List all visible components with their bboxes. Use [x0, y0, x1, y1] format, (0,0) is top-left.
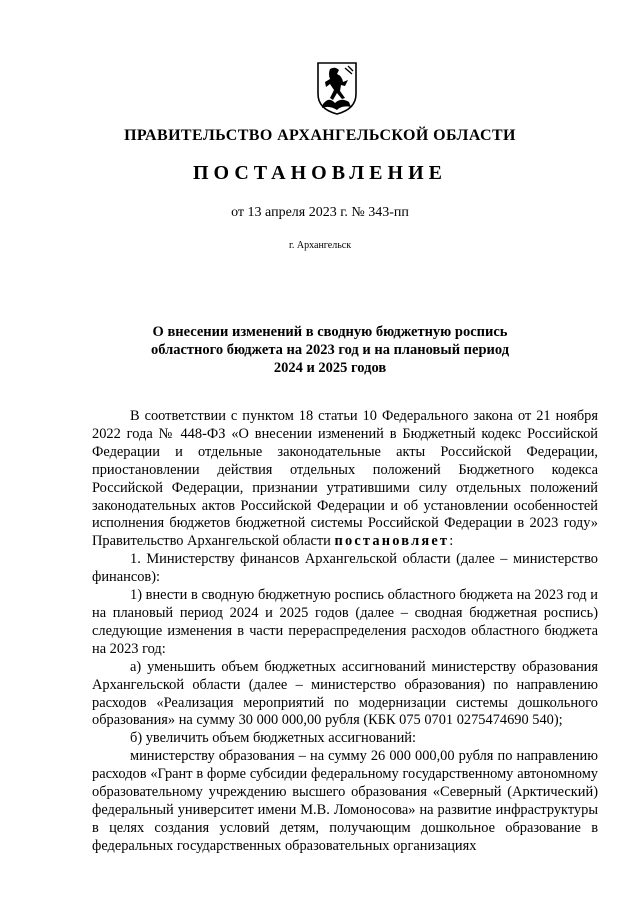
intro-paragraph [92, 408, 598, 551]
document-city: г. Архангельск [288, 240, 352, 251]
title-line: областного бюджета на 2023 год и на плановый период [150, 342, 510, 358]
title-line: О внесении изменений в сводную бюджетную роспись [152, 324, 508, 340]
paragraph-1-1: 1) внести в сводную бюджетную роспись областного бюджета на 2023 год и на плановый период 2024 и 2025 годов (далее – сводная бюджетная роспись) следующие изменения в части перераспределения расходов областного бюджета на 2023 год: [92, 587, 598, 657]
title-line: 2024 и 2025 годов [273, 360, 387, 376]
document-body [92, 408, 598, 856]
paragraph-a: а) уменьшить объем бюджетных ассигнований министерству образования Архангельской области (далее – министерство образования) по направлению расходов «Реализация мероприятий по модернизации системы дошкольного образования» на сумму 30 000 000,00 рубля (КБК 075 0701 0275474690 540); [92, 658, 598, 729]
document-type: ПОСТАНОВЛЕНИЕ [193, 162, 447, 184]
government-name: ПРАВИТЕЛЬСТВО АРХАНГЕЛЬСКОЙ ОБЛАСТИ [124, 127, 516, 144]
paragraph-1: 1. Министерству финансов Архангельской области (далее – министерство финансов): [92, 551, 598, 586]
decree-word: постановляет [334, 533, 450, 550]
paragraph-b: б) увеличить объем бюджетных ассигнований: [130, 730, 416, 747]
decree-colon: : [449, 533, 454, 550]
coat-of-arms-icon [315, 60, 359, 116]
document-date-number: от 13 апреля 2023 г. № 343-пп [231, 205, 409, 220]
paragraph-ministry: министерству образования – на сумму 26 000 000,00 рубля по направлению расходов «Грант в форме субсидии федеральному государственному автономному образовательному учреждению высшего образования «Северный (Арктический) федеральный университет имени М.В. Ломоносова» на развитие инфраструктуры в целях создания условий детям, получающим дошкольное образование в федеральных государственных образовательных организациях [92, 748, 598, 854]
intro-text: В соответствии с пунктом 18 статьи 10 Федерального закона от 21 ноября 2022 года № 448-ФЗ «О внесении изменений в Бюджетный кодекс Российской Федерации и отдельные законодательные акты Российской Федерации, приостановлении действия отдельных положений Бюджетного кодекса Российской Федерации, признании утратившими силу отдельных положений законодательных актов Российской Федерации и об установлении особенностей исполнения бюджетов бюджетной системы Российской Федерации в 2023 году» Правительство Архангельской области [92, 408, 598, 550]
document-title [90, 323, 570, 377]
